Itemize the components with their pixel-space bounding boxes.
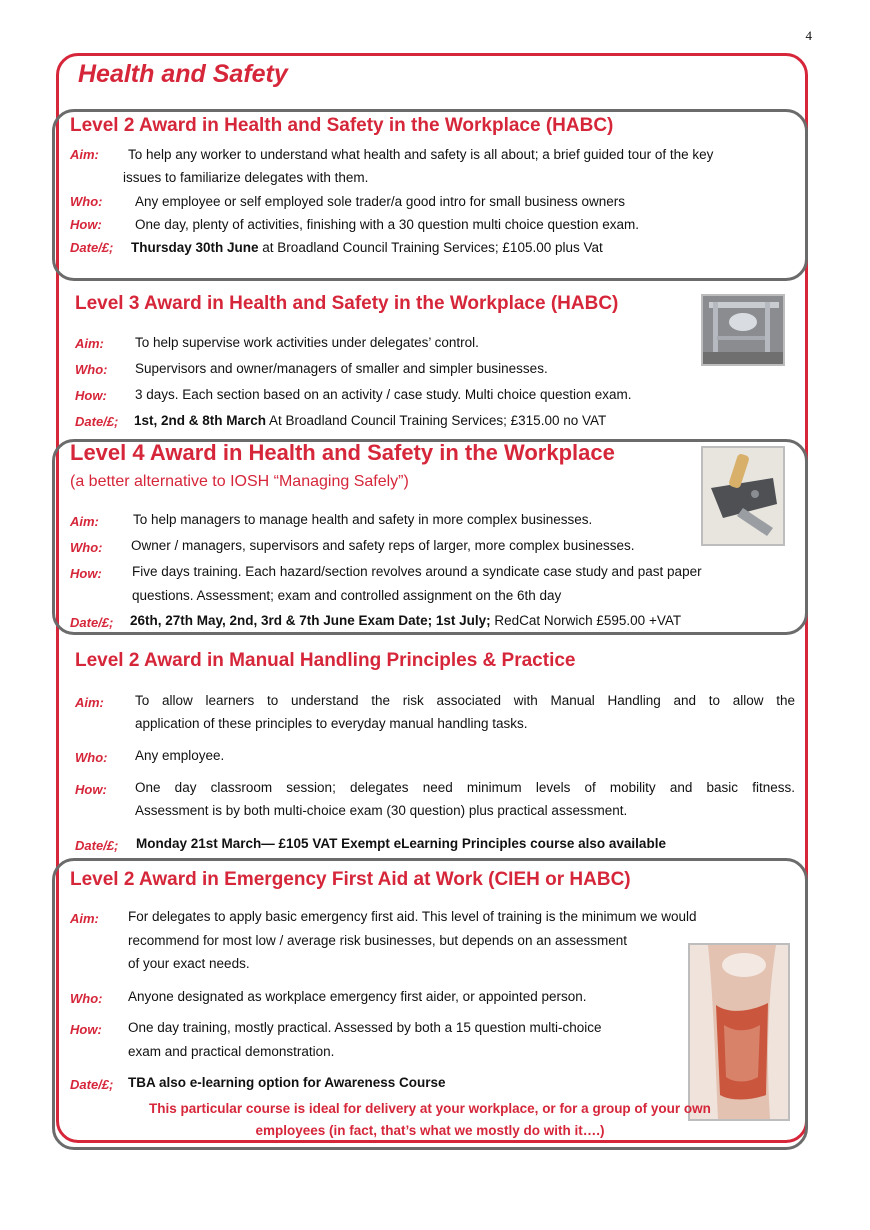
- date-bold: 26th, 27th May, 2nd, 3rd & 7th June Exam Date; 1st July;: [130, 613, 491, 628]
- who-text: Any employee or self employed sole trader/a good intro for small business owners: [135, 194, 625, 209]
- aim-text-cont: recommend for most low / average risk businesses, but depends on an assessment: [128, 933, 627, 948]
- who-label: Who:: [75, 362, 108, 377]
- course-subtitle: (a better alternative to IOSH “Managing Safely”): [70, 473, 409, 490]
- aim-text: To help supervise work activities under delegates’ control.: [135, 335, 479, 350]
- equipment-image: [703, 296, 783, 364]
- how-text: One day, plenty of activities, finishing with a 30 question multi choice question exam.: [135, 217, 640, 232]
- how-text: 3 days. Each section based on an activity / case study. Multi choice question exam.: [135, 387, 632, 402]
- aim-text: To help managers to manage health and safety in more complex businesses.: [133, 512, 593, 527]
- how-text-cont: exam and practical demonstration.: [128, 1044, 335, 1059]
- date-label: Date/£;: [70, 1077, 114, 1092]
- how-text: One day classroom session; delegates need minimum levels of mobility and basic fitness.: [135, 780, 795, 795]
- date-rest: at Broadland Council Training Services; £105.00 plus Vat: [258, 240, 603, 255]
- course-title: Level 2 Award in Health and Safety in the Workplace (HABC): [70, 115, 614, 136]
- how-text: One day training, mostly practical. Assessed by both a 15 question multi-choice: [128, 1020, 602, 1035]
- course-title: Level 2 Award in Manual Handling Principles & Practice: [75, 650, 576, 671]
- page-title: Health and Safety: [78, 60, 288, 88]
- aim-label: Aim:: [70, 911, 99, 926]
- date-text: [131, 236, 603, 259]
- delivery-note: [60, 1098, 800, 1142]
- aim-label: Aim:: [75, 695, 104, 710]
- aim-text-cont: issues to familiarize delegates with them.: [123, 170, 369, 185]
- workplace-equipment-photo: [701, 294, 785, 366]
- delivery-note-line2: employees (in fact, that’s what we mostly do with it….): [255, 1123, 605, 1138]
- who-label: Who:: [70, 540, 103, 555]
- knife-hazard-photo: [701, 446, 785, 546]
- burn-image: [690, 945, 788, 1119]
- knife-image: [703, 448, 783, 544]
- aim-label: Aim:: [75, 336, 104, 351]
- aim-text: To help any worker to understand what health and safety is all about; a brief guided tour of the key: [128, 147, 714, 162]
- course-title: Level 2 Award in Emergency First Aid at Work (CIEH or HABC): [70, 869, 631, 890]
- date-rest: RedCat Norwich £595.00 +VAT: [490, 613, 682, 628]
- date-label: Date/£;: [70, 615, 114, 630]
- who-text: Anyone designated as workplace emergency first aider, or appointed person.: [128, 989, 587, 1004]
- aim-text-cont2: of your exact needs.: [128, 956, 250, 971]
- who-label: Who:: [70, 194, 103, 209]
- date-bold: Thursday 30th June: [131, 240, 259, 255]
- aim-text: To allow learners to understand the risk associated with Manual Handling and to allow the: [135, 693, 795, 708]
- how-text-cont: Assessment is by both multi-choice exam (30 question) plus practical assessment.: [135, 803, 628, 818]
- date-label: Date/£;: [75, 414, 119, 429]
- how-label: How:: [70, 1022, 102, 1037]
- date-bold: 1st, 2nd & 8th March: [134, 413, 267, 428]
- date-label: Date/£;: [70, 240, 114, 255]
- who-label: Who:: [75, 750, 108, 765]
- who-text: Any employee.: [135, 748, 225, 763]
- date-label: Date/£;: [75, 838, 119, 853]
- how-label: How:: [75, 388, 107, 403]
- how-label: How:: [70, 566, 102, 581]
- delivery-note-line1: This particular course is ideal for delivery at your workplace, or for a group of your own: [149, 1101, 711, 1116]
- aim-text-cont: application of these principles to everyday manual handling tasks.: [135, 716, 528, 731]
- aim-label: Aim:: [70, 514, 99, 529]
- how-label: How:: [75, 782, 107, 797]
- burn-injury-photo: [688, 943, 790, 1121]
- who-text: Supervisors and owner/managers of smaller and simpler businesses.: [135, 361, 548, 376]
- date-text: [134, 409, 606, 432]
- date-text: TBA also e-learning option for Awareness Course: [128, 1075, 446, 1090]
- course-title: Level 4 Award in Health and Safety in the Workplace: [70, 440, 615, 465]
- date-text: [130, 609, 681, 632]
- how-text-cont: questions. Assessment; exam and controlled assignment on the 6th day: [132, 588, 562, 603]
- date-text: Monday 21st March— £105 VAT Exempt eLearning Principles course also available: [136, 836, 666, 851]
- who-label: Who:: [70, 991, 103, 1006]
- how-text: Five days training. Each hazard/section revolves around a syndicate case study and past paper: [132, 564, 702, 579]
- who-text: Owner / managers, supervisors and safety reps of larger, more complex businesses.: [131, 538, 635, 553]
- page-number: 4: [805, 28, 812, 43]
- date-rest: At Broadland Council Training Services; £315.00 no VAT: [266, 413, 607, 428]
- aim-text: For delegates to apply basic emergency first aid. This level of training is the minimum we would: [128, 909, 697, 924]
- aim-label: Aim:: [70, 147, 99, 162]
- course-title: Level 3 Award in Health and Safety in the Workplace (HABC): [75, 293, 619, 314]
- how-label: How:: [70, 217, 102, 232]
